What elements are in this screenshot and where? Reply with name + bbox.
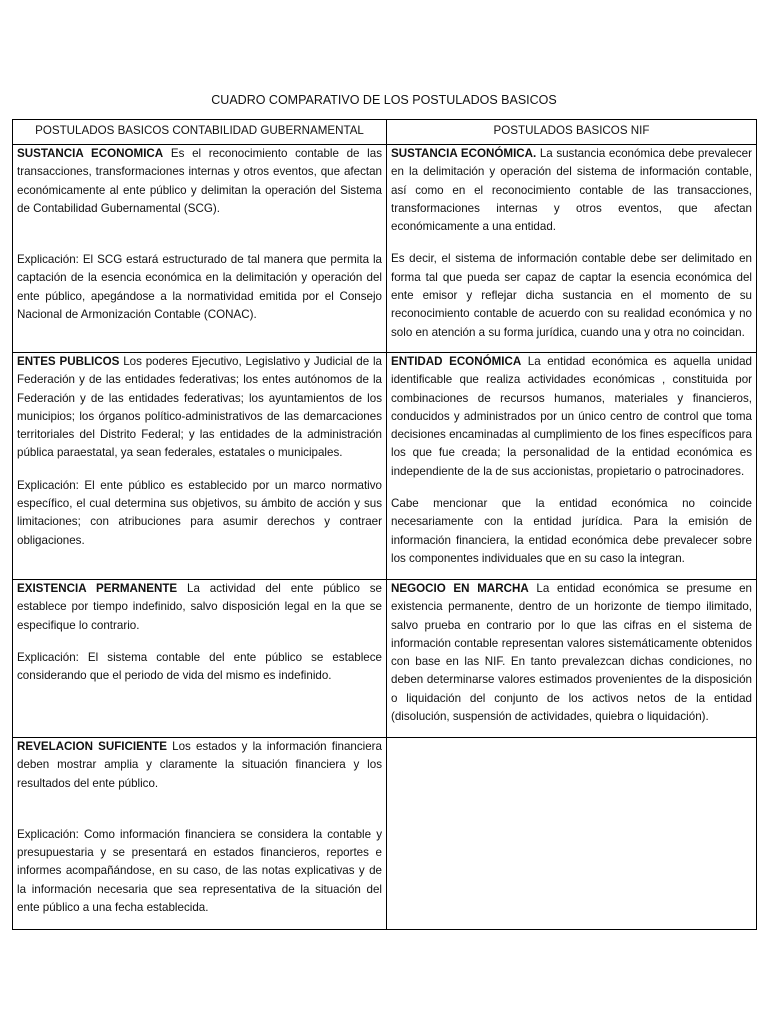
postulado-explanation: Explicación: Como información financiera se considera la contable y presupuestaria y se presentará en estados financieros, reportes e informes acompañándose, en su caso, de las notas explicativas y de la información necesaria que sea representativa de la situación del ente público a una fecha establecida. (17, 827, 382, 915)
cell-nif (387, 145, 757, 353)
cell-gubernamental (13, 738, 387, 930)
comparison-table (12, 119, 757, 930)
postulado-definition (17, 145, 382, 218)
postulado-text: La entidad económica es aquella unidad identificable que realiza actividades económicas , constituida por combinaciones de recursos humanos, materiales y financieros, conducidos y administrados por un único centro de control que toma decisiones encaminadas al cumplimiento de los fines específicos para los que fue creada; la personalidad de la entidad económica es independiente de la de sus accionistas, propietario o patrocinadores. (391, 355, 752, 478)
postulado-term: NEGOCIO EN MARCHA (391, 582, 529, 595)
postulado-term: REVELACION SUFICIENTE (17, 740, 168, 753)
postulado-text: Los poderes Ejecutivo, Legislativo y Judicial de la Federación y de las entidades federativas; los entes autónomos de la Federación y de las entidades federativas; los ayuntamientos de los municipios; los órganos político-administrativos de las demarcaciones territoriales del Distrito Federal; y las entidades de la administración pública paraestatal, ya sean federales, estatales o municipales. (17, 355, 382, 460)
postulado-definition (17, 353, 382, 463)
cell-gubernamental (13, 580, 387, 738)
cell-nif-empty (387, 738, 757, 930)
table-row (13, 738, 757, 930)
postulado-text: La actividad del ente público se establece por tiempo indefinido, salvo disposición legal en la que se especifique lo contrario. (17, 582, 382, 632)
postulado-definition (17, 580, 382, 635)
header-right: POSTULADOS BASICOS NIF (387, 120, 757, 145)
postulado-definition (391, 580, 752, 726)
cell-gubernamental (13, 353, 387, 580)
document-title: CUADRO COMPARATIVO DE LOS POSTULADOS BASICOS (211, 93, 557, 107)
cell-nif (387, 353, 757, 580)
postulado-definition (17, 738, 382, 793)
postulado-term: ENTES PUBLICOS (17, 355, 120, 368)
postulado-definition (391, 145, 752, 236)
table-row (13, 580, 757, 738)
postulado-text: La sustancia económica debe prevalecer en la delimitación y operación del sistema de información contable, así como en el reconocimiento contable de las transacciones, transformaciones internas y otros eventos, que afectan económicamente a una entidad. (391, 147, 752, 234)
header-left: POSTULADOS BASICOS CONTABILIDAD GUBERNAMENTAL (13, 120, 387, 145)
cell-nif (387, 580, 757, 738)
postulado-term: ENTIDAD ECONÓMICA (391, 355, 522, 368)
postulado-explanation: Explicación: El ente público es establecido por un marco normativo específico, el cual determina sus objetivos, su ámbito de acción y sus limitaciones; con atribuciones para asumir derechos y contraer obligaciones. (17, 478, 382, 547)
table-header-row (13, 120, 757, 145)
postulado-text: La entidad económica se presume en existencia permanente, dentro de un horizonte de tiempo ilimitado, salvo prueba en contrario por lo que las cifras en el sistema de información contable representan valores sistemáticamente obtenidos con base en las NIF. En tanto prevalezcan dichas condiciones, no deben determinarse valores estimados provenientes de la disposición o liquidación del conjunto de los activos netos de la entidad (disolución, suspensión de actividades, quiebra o liquidación). (391, 582, 753, 724)
postulado-definition (391, 353, 752, 481)
postulado-term: EXISTENCIA PERMANENTE (17, 582, 178, 595)
postulado-term: SUSTANCIA ECONÓMICA. (391, 147, 537, 160)
postulado-explanation: Explicación: El SCG estará estructurado de tal manera que permita la captación de la esencia económica en la delimitación y operación del ente público, apegándose a la normatividad emitida por el Consejo Nacional de Armonización Contable (CONAC). (17, 253, 382, 322)
postulado-explanation: Cabe mencionar que la entidad económica no coincide necesariamente con la entidad jurídica. Para la emisión de información financiera, la entidad económica debe prevalecer sobre los componentes individuales que en su caso la integran. (391, 497, 752, 565)
postulado-explanation: Explicación: El sistema contable del ente público se establece considerando que el periodo de vida del mismo es indefinido. (17, 650, 382, 683)
postulado-explanation: Es decir, el sistema de información contable debe ser delimitado en forma tal que pueda ser capaz de captar la esencia económica del ente emisor y reflejar dicha sustancia en el momento de su reconocimiento contable de acuerdo con su realidad económica y no solo en atención a su forma jurídica, cuando una y otra no coincidan. (391, 252, 752, 339)
postulado-text: Es el reconocimiento contable de las transacciones, transformaciones internas y otros eventos, que afectan económicamente al ente público y delimitan la operación del Sistema de Contabilidad Gubernamental (SCG). (17, 147, 382, 215)
cell-gubernamental (13, 145, 387, 353)
postulado-text: Los estados y la información financiera deben mostrar amplia y claramente la situación financiera y los resultados del ente público. (17, 740, 382, 790)
table-row (13, 145, 757, 353)
table-row (13, 353, 757, 580)
postulado-term: SUSTANCIA ECONOMICA (17, 147, 164, 160)
